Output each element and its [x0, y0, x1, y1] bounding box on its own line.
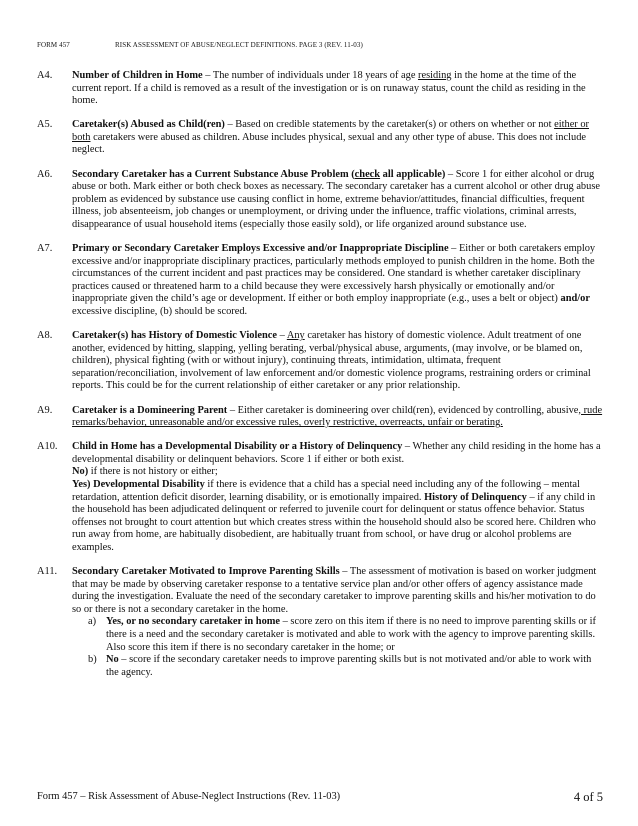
item-text: – The assessment of motivation is based on worker judgment that may be made by observing caretaker response to a tentative service plan and/or other offers of agency assistance made during the investigation. Evaluate the need of the secondary caretaker to improve parenting skills and his/her motivation to do so or there is not a secondary caretaker in the home.: [72, 566, 597, 615]
option-label: No): [72, 466, 89, 478]
item-number: A10.: [37, 441, 58, 453]
sub-item-letter: a): [88, 616, 97, 628]
item-underlined: , rude remarks/behavior, unreasonable and/or excessive rules, overly restrictive, overreacts, unfair or berating.: [72, 404, 603, 429]
item-heading: Secondary Caretaker has a Current Substance Abuse Problem (: [72, 168, 355, 180]
item-number: A11.: [37, 566, 58, 578]
page-number: 4 of 5: [573, 790, 603, 804]
option-text: – if any child in the household has been adjudicated delinquent or referred to juvenile court for delinquent or status offence behavior. Status offenses not brought to court attention but which creates stress within the household should also be scored here. Children who run away from home, are habitually disobedient, are habitually truant from school, or have drug or alcohol problems are examples.: [72, 491, 596, 553]
item-number: A8.: [37, 330, 53, 342]
item-body: [72, 119, 603, 157]
footer-text: Form 457 – Risk Assessment of Abuse-Neglect Instructions (Rev. 11-03): [37, 791, 341, 802]
item-text: – Either caretaker is domineering over child(ren), evidenced by controlling, abusive: [227, 404, 579, 416]
item-underlined: check: [354, 168, 381, 180]
item-underlined: residing: [418, 70, 452, 81]
item-body: [72, 566, 603, 616]
sub-item-letter: b): [88, 654, 97, 666]
option-text: if there is evidence that a child has a special need including any of the following – mental retardation, attention deficit disorder, learning disability, or is emotionally impaired.: [72, 479, 580, 503]
page-header: [37, 41, 363, 49]
sub-item-body: [106, 654, 603, 679]
item-heading: Secondary Caretaker Motivated to Improve Parenting Skills: [72, 566, 340, 578]
page-footer: [37, 791, 603, 802]
sub-item-label: No: [106, 654, 119, 666]
item-text: caretakers were abused as children. Abuse includes physical, sexual and any other type of abuse. This does not include neglect.: [72, 131, 587, 156]
sub-item-text: – score if the secondary caretaker needs to improve parenting skills but is not motivated and/or able to work with the agency.: [106, 654, 592, 678]
definition-a5: [37, 119, 603, 157]
item-body: [72, 330, 603, 393]
item-body: [72, 405, 603, 430]
sub-item-body: [106, 616, 603, 654]
item-underlined: either or both: [72, 119, 590, 143]
definition-a9: [37, 405, 603, 430]
sub-item-label: Yes, or no secondary caretaker in home: [106, 616, 281, 628]
header-form-number: FORM 457: [37, 41, 70, 49]
item-text: – Either or both caretakers employ excessive and/or inappropriate disciplinary practices, particularly methods employed to punish children in the home. Both the circumstances of the current incident and past practices may be considered. One standard is whether caretaker disciplinary practices caused or threatened harm to a child because they were excessively harsh physically or emotionally and/or inappropriate given the child’s age or development. If either or both employ inappropriate (e.g., uses a belt or object): [72, 243, 596, 305]
item-heading: Caretaker is a Domineering Parent: [72, 404, 228, 416]
item-heading: Caretaker(s) has History of Domestic Violence: [72, 330, 277, 342]
item-number: A6.: [37, 168, 53, 180]
item-text: –: [276, 330, 287, 342]
sub-item-b: [82, 654, 603, 679]
item-number: A7.: [37, 243, 53, 255]
item-text: excessive discipline, (b) should be scored.: [72, 306, 248, 317]
item-number: A9.: [37, 404, 53, 416]
item-number: A5.: [37, 119, 53, 131]
definition-a7: [37, 243, 603, 319]
item-body: [72, 169, 603, 232]
item-heading: Primary or Secondary Caretaker Employs Excessive and/or Inappropriate Discipline: [72, 243, 449, 255]
item-bold: and/or: [560, 293, 590, 305]
definition-a8: [37, 330, 603, 393]
item-heading: Child in Home has a Developmental Disability or a History of Delinquency: [72, 441, 403, 453]
option-label: History of Delinquency: [424, 491, 527, 503]
definition-a10: [37, 441, 603, 554]
header-title: RISK ASSESSMENT OF ABUSE/NEGLECT DEFINITIONS. PAGE 3 (REV. 11-03): [115, 41, 363, 49]
item-heading: Caretaker(s) Abused as Child(ren): [72, 119, 225, 131]
definition-a11: [37, 566, 603, 679]
item-text: – Whether any child residing in the home has a developmental disability or delinquent behaviors. Score 1 if either or both exist.: [72, 441, 601, 465]
item-heading: Number of Children in Home: [72, 70, 203, 81]
item-body: [72, 441, 603, 466]
definition-a4: [37, 70, 603, 108]
option-text: if there is not history or either;: [88, 466, 218, 478]
item-option-yes: [72, 479, 603, 555]
item-text: – Score 1 for either alcohol or drug abuse or both. Mark either or both check boxes as necessary. The secondary caretaker has a current alcohol or other drug abuse problem as evidenced by substance use causing conflict in home, extreme behavior/attitudes, financial difficulties, frequent illness, job absenteeism, job changes or unemployment, or driving under the influence, traffic violations, criminal arrests, disappearance of usual household items (especially those easily sold), or life organized around substance use.: [72, 168, 600, 230]
sub-item-text: – score zero on this item if there is no need to improve parenting skills or if there is a need and the secondary caretaker is motivated and able to work with the agency to improve parenting skills. Also score this item if there is no secondary caretaker in the home; or: [106, 616, 597, 653]
item-text: in the home at the time of the current report. If a child is removed as a result of the investigation or is on runaway status, count the child as residing in the home.: [72, 70, 586, 107]
item-body: [72, 243, 603, 319]
item-text: – Based on credible statements by the caretaker(s) or others on whether or not: [224, 119, 555, 131]
item-number: A4.: [37, 70, 53, 81]
option-label: Yes) Developmental Disability: [72, 479, 205, 491]
item-text: caretaker has history of domestic violence. Adult treatment of one another, evidenced by hitting, slapping, yelling berating, verbal/physical abuse, arguments, (may involve, or be blamed on, children), physical fighting (with or without injury), continuing threats, intimidation, ultimata, frequent separation/reconciliation, involvement of law enforcement and/or domestic violence programs, restraining orders or criminal reports. This could be for the current relationship of either caretaker or any prior relationship.: [72, 330, 591, 392]
item-heading-end: all applicable): [380, 168, 446, 180]
item-underlined: Any: [286, 330, 305, 342]
item-body: [72, 70, 603, 108]
sub-item-a: [82, 616, 603, 654]
item-option-no: [72, 466, 603, 479]
definition-a6: [37, 169, 603, 232]
definitions-list: [37, 70, 603, 691]
item-text: – The number of individuals under 18 years of age: [202, 70, 419, 81]
